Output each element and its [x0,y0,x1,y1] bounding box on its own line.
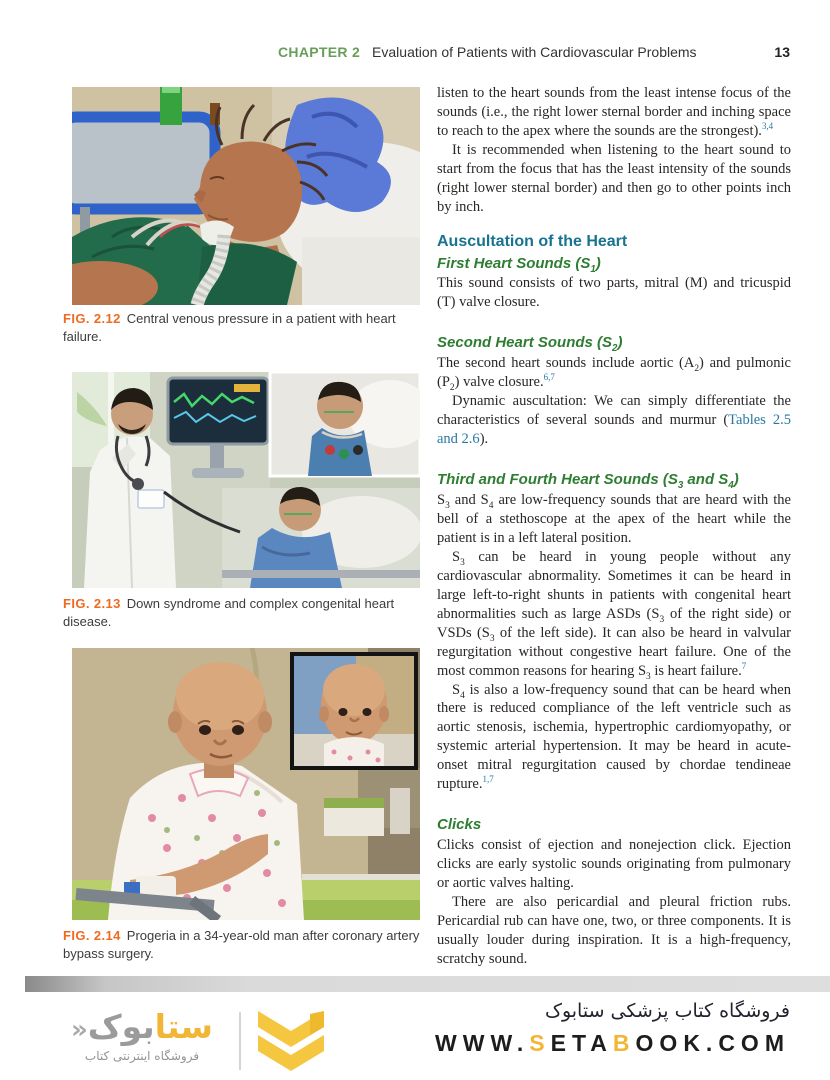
text-run: of the right side) or VSDs (S [437,605,791,641]
subsection-heading [437,815,791,835]
text-run: ) [733,471,739,489]
body-paragraph [437,354,791,392]
text-run: S [452,681,461,698]
site-url-segment: ETA [550,1030,613,1056]
page-bottom-shadow [25,976,830,992]
text-run: ) valve closure. [454,374,544,391]
body-paragraph [437,392,791,449]
text-run: First Heart Sounds (S [437,254,591,272]
figure-label: FIG. 2.13 [63,596,121,611]
subscript: 2 [612,343,618,355]
site-url-segment: WWW. [435,1030,530,1056]
body-paragraph [437,274,791,312]
chapter-title: Evaluation of Patients with Cardiovascular Problems [372,44,697,60]
table-cross-reference: Tables 2.5 and 2.6 [437,412,791,448]
subsection-heading [437,254,791,274]
footer-banner [0,992,830,1080]
reference-superscript: 7 [741,660,747,671]
figure-caption [63,595,423,631]
figure-caption [63,310,423,346]
site-url-segment: S [529,1030,551,1056]
subscript: 2 [694,363,700,374]
body-paragraph [437,893,791,969]
subscript: 2 [449,382,455,393]
text-run: of the left side). It can also be heard in valvular regurgitation without congestive heart failure. One of the most common reasons for hearing S [437,624,792,679]
article-body [437,84,791,969]
chapter-label: CHAPTER 2 [278,44,361,60]
figure-caption-text: Down syndrome and complex congenital heart disease. [63,596,395,630]
text-run: ). [479,431,489,448]
text-run: There are also pericardial and pleural friction rubs. Pericardial rub can have one, two, or three components. It is usually louder during inspiration. It is a high-frequency, scratchy sound. [437,894,791,967]
text-run: Second Heart Sounds (S [437,334,613,352]
site-url-segment: OOK.COM [635,1030,790,1056]
figure-2-13-photo [72,372,420,588]
section-heading: Auscultation of the Heart [437,232,628,250]
chevron-emblem-icon [252,1008,330,1074]
text-run: The second heart sounds include aortic (A [437,355,695,372]
page-header [278,44,790,60]
body-paragraph [437,681,791,795]
text-run: It is recommended when listening to the heart sound to start from the focus that has the least intensity of the sounds (right lower sternal border) and then go to other points inch by inch. [437,141,791,215]
subscript: 3 [489,633,495,644]
figure-caption-text: Progeria in a 34-year-old man after coronary artery bypass surgery. [63,928,420,962]
figure-2-12-photo [72,87,420,305]
figure-caption [63,927,423,963]
text-run: Third and Fourth Heart Sounds (S [437,471,678,489]
text-run: is heart failure. [650,662,742,679]
body-paragraph [437,548,791,681]
text-run: Clicks [437,816,482,834]
text-run: listen to the heart sounds from the least intense focus of the sounds (i.e., the right lower sternal border and inching space to reach to the apex where the sounds are the strongest). [437,85,791,139]
text-run: Clicks consist of ejection and nonejection click. Ejection clicks are early systolic sounds originating from pulmonary or aortic valves halting. [437,837,791,892]
reference-superscript: 1,7 [482,774,494,785]
subscript: 3 [445,500,450,511]
site-url [435,1030,790,1057]
text-run: ) [617,334,623,352]
setabook-logo [52,1007,232,1063]
logo-tagline: فروشگاه اینترنتی کتاب [84,1048,200,1063]
page-number: 13 [774,44,790,60]
figure-caption-text: Central venous pressure in a patient with heart failure. [63,311,396,345]
subscript: 3 [460,557,465,568]
reference-superscript: 6,7 [543,372,555,383]
text-run: ) [595,254,601,272]
figure-2-14-photo [72,648,420,920]
text-run: can be heard in young people without any cardiovascular abnormality. Sometimes it can be heard in large left-to-right shunts in patients with congenital heart abnormalities such as large ASDs (S [437,548,791,622]
setabook-logo-wordmark: ستابوک« [71,1007,213,1046]
subsection-heading [437,333,791,353]
text-run: and S [683,471,729,489]
store-title: فروشگاه کتاب پزشکی ستابوک [544,1000,790,1022]
subscript: 3 [659,614,665,625]
text-run: S [452,548,461,565]
text-run: This sound consists of two parts, mitral (M) and tricuspid (T) valve closure. [437,275,791,311]
text-run: ) and pulmonic (P [437,355,791,391]
text-run: is also a low-frequency sound that can be heard when there is reduced compliance of the left ventricle such as aortic stenosis, ischemia, hypertrophic cardiomyopathy, or systemic arterial hypertension. It may be heard in acute-onset mitral regurgitation caused by chordae tendineae rupture. [437,681,791,793]
subscript: 1 [590,263,596,275]
subscript: 4 [728,480,734,492]
text-run: Dynamic auscultation: We can simply differentiate the characteristics of several sounds and murmur ( [437,393,791,429]
text-run: are low-frequency sounds that are heard with the bell of a stethoscope at the apex of the heart while the patient is in a left lateral position. [437,491,791,546]
logo-arrow-glyph: « [71,1015,88,1045]
subscript: 4 [488,500,494,511]
reference-superscript: 3,4 [761,121,774,132]
logo-divider [239,1012,241,1070]
text-run: S [437,491,446,508]
figure-label: FIG. 2.12 [63,311,121,326]
figure-label: FIG. 2.14 [63,928,121,943]
body-paragraph [437,141,791,217]
subscript: 3 [646,671,651,682]
subscript: 4 [460,690,465,701]
text-run: and S [449,491,489,508]
subsection-heading [437,470,791,490]
body-paragraph [437,491,791,548]
body-paragraph [437,84,791,141]
footer-store-info [435,1000,790,1057]
body-paragraph [437,836,791,893]
site-url-segment: B [612,1030,636,1056]
subscript: 3 [677,480,684,492]
